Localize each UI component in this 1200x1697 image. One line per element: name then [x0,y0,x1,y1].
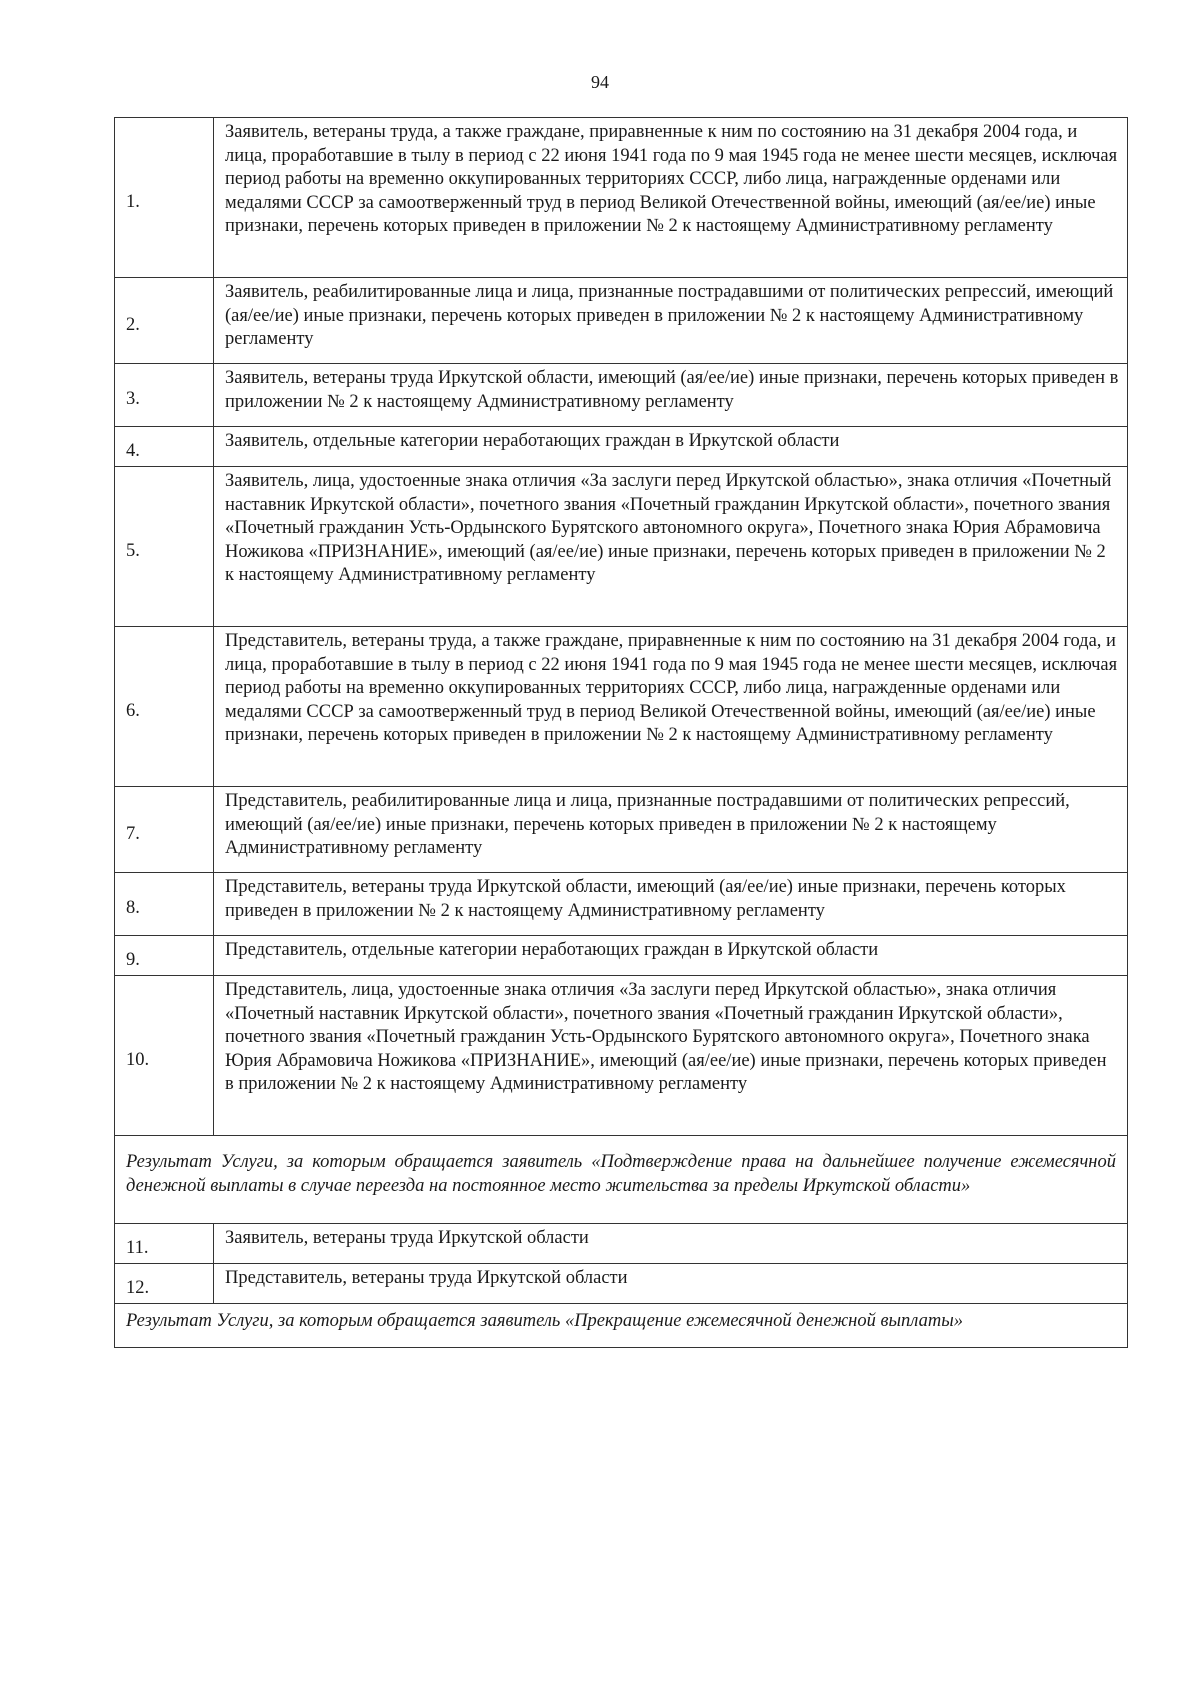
row-text: Заявитель, ветераны труда, а также граждане, приравненные к ним по состоянию на 31 декабря 2004 года, и лица, проработавшие в тылу в период с 22 июня 1941 года по 9 мая 1945 года не менее шести месяцев, исключая период работы на временно оккупированных территориях СССР, либо лица, награжденные орденами или медалями СССР за самоотверженный труд в период Великой Отечественной войны, имеющий (ая/ее/ие) иные признаки, перечень которых приведен в приложении № 2 к настоящему Административному регламенту [214,118,1128,278]
row-number: 6. [115,627,214,787]
table-row [115,278,1128,364]
row-text: Представитель, реабилитированные лица и лица, признанные пострадавшими от политических репрессий, имеющий (ая/ее/ие) иные признаки, перечень которых приведен в приложении № 2 к настоящему Административному регламенту [214,787,1128,873]
row-number: 12. [115,1264,214,1304]
row-text: Представитель, ветераны труда Иркутской области [214,1264,1128,1304]
row-text: Заявитель, ветераны труда Иркутской области [214,1224,1128,1264]
table-row [115,873,1128,936]
table-row [115,976,1128,1136]
page-number: 94 [591,72,609,92]
result-heading: Результат Услуги, за которым обращается заявитель «Прекращение ежемесячной денежной выплаты» [115,1304,1128,1348]
row-text: Представитель, отдельные категории неработающих граждан в Иркутской области [214,936,1128,976]
row-number: 9. [115,936,214,976]
row-text: Заявитель, реабилитированные лица и лица, признанные пострадавшими от политических репрессий, имеющий (ая/ее/ие) иные признаки, перечень которых приведен в приложении № 2 к настоящему Административному регламенту [214,278,1128,364]
row-text: Представитель, ветераны труда, а также граждане, приравненные к ним по состоянию на 31 декабря 2004 года, и лица, проработавшие в тылу в период с 22 июня 1941 года по 9 мая 1945 года не менее шести месяцев, исключая период работы на временно оккупированных территориях СССР, либо лица, награжденные орденами или медалями СССР за самоотверженный труд в период Великой Отечественной войны, имеющий (ая/ее/ие) иные признаки, перечень которых приведен в приложении № 2 к настоящему Административному регламенту [214,627,1128,787]
row-text: Заявитель, лица, удостоенные знака отличия «За заслуги перед Иркутской областью», знака отличия «Почетный наставник Иркутской области», почетного звания «Почетный гражданин Иркутской области», почетного звания «Почетный гражданин Усть-Ордынского Бурятского автономного округа», Почетного знака Юрия Абрамовича Ножикова «ПРИЗНАНИЕ», имеющий (ая/ее/ие) иные признаки, перечень которых приведен в приложении № 2 к настоящему Административному регламенту [214,467,1128,627]
row-number: 5. [115,467,214,627]
row-number: 3. [115,364,214,427]
row-text: Представитель, ветераны труда Иркутской области, имеющий (ая/ее/ие) иные признаки, перечень которых приведен в приложении № 2 к настоящему Административному регламенту [214,873,1128,936]
row-number: 1. [115,118,214,278]
row-number: 8. [115,873,214,936]
row-number: 11. [115,1224,214,1264]
table-row [115,1264,1128,1304]
result-heading: Результат Услуги, за которым обращается заявитель «Подтверждение права на дальнейшее получение ежемесячной денежной выплаты в случае переезда на постоянное место жительства за пределы Иркутской области» [115,1136,1128,1224]
criteria-table [114,117,1128,1348]
table-row [115,787,1128,873]
table-row [115,467,1128,627]
table-row [115,118,1128,278]
row-number: 4. [115,427,214,467]
row-number: 2. [115,278,214,364]
table-row [115,427,1128,467]
result-row [115,1136,1128,1224]
table-row [115,364,1128,427]
table-row [115,1224,1128,1264]
table-row [115,936,1128,976]
table-row [115,627,1128,787]
result-row [115,1304,1128,1348]
row-text: Представитель, лица, удостоенные знака отличия «За заслуги перед Иркутской областью», знака отличия «Почетный наставник Иркутской области», почетного звания «Почетный гражданин Иркутской области», почетного звания «Почетный гражданин Усть-Ордынского Бурятского автономного округа», Почетного знака Юрия Абрамовича Ножикова «ПРИЗНАНИЕ», имеющий (ая/ее/ие) иные признаки, перечень которых приведен в приложении № 2 к настоящему Административному регламенту [214,976,1128,1136]
row-text: Заявитель, отдельные категории неработающих граждан в Иркутской области [214,427,1128,467]
row-number: 10. [115,976,214,1136]
row-text: Заявитель, ветераны труда Иркутской области, имеющий (ая/ее/ие) иные признаки, перечень которых приведен в приложении № 2 к настоящему Административному регламенту [214,364,1128,427]
row-number: 7. [115,787,214,873]
